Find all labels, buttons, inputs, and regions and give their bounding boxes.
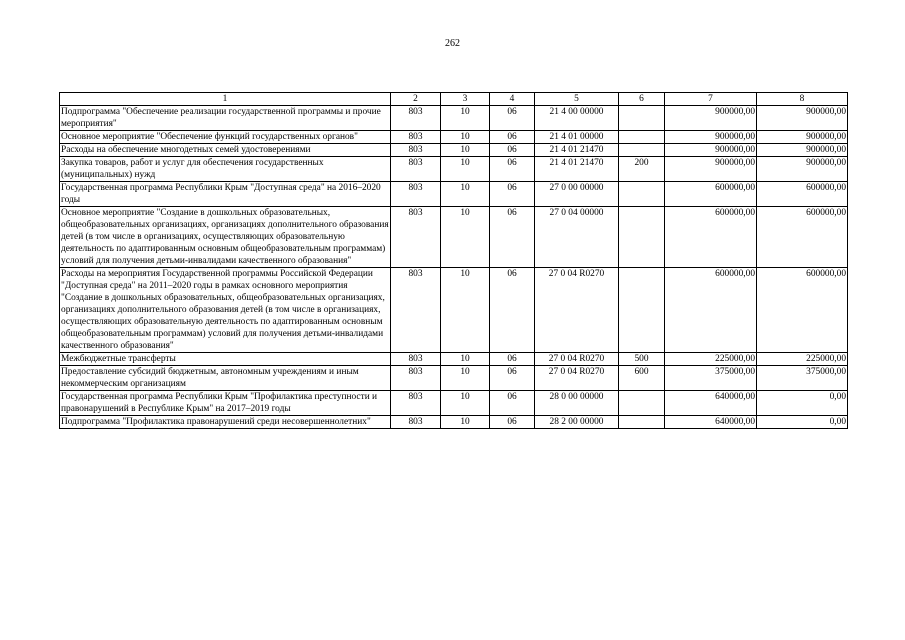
- expense-type-code: [619, 207, 665, 268]
- target-article-code: 27 0 00 00000: [535, 182, 619, 207]
- amount-col8: 900000,00: [757, 106, 848, 131]
- target-article-code: 27 0 04 R0270: [535, 268, 619, 353]
- expense-type-code: [619, 182, 665, 207]
- target-article-code: 28 2 00 00000: [535, 416, 619, 429]
- amount-col8: 375000,00: [757, 366, 848, 391]
- amount-col8: 600000,00: [757, 182, 848, 207]
- table-row: [60, 131, 848, 144]
- amount-col8: 600000,00: [757, 268, 848, 353]
- table-row: [60, 353, 848, 366]
- expense-type-code: [619, 106, 665, 131]
- table-row: [60, 144, 848, 157]
- target-article-code: 21 4 01 00000: [535, 131, 619, 144]
- amount-col7: 900000,00: [665, 106, 757, 131]
- section-code: 10: [441, 207, 490, 268]
- amount-col7: 900000,00: [665, 144, 757, 157]
- expense-name: Закупка товаров, работ и услуг для обеспечения государственных (муниципальных) нужд: [60, 157, 391, 182]
- expense-name: Подпрограмма "Профилактика правонарушений среди несовершеннолетних": [60, 416, 391, 429]
- amount-col8: 0,00: [757, 416, 848, 429]
- table-row: [60, 268, 848, 353]
- expense-name: Основное мероприятие "Создание в дошкольных образовательных, общеобразовательных организациях, организациях дополнительного образования детей (в том числе в организациях, осуществляющих образовательную деятельность по адаптированным основным общеобразовательным программам) условий для получения детьми-инвалидами качественного образования": [61, 208, 389, 266]
- expense-name: Подпрограмма "Обеспечение реализации государственной программы и прочие мероприятия": [60, 106, 391, 131]
- department-code: 803: [391, 353, 441, 366]
- section-code: 10: [441, 416, 490, 429]
- department-code: 803: [391, 131, 441, 144]
- expense-name: Государственная программа Республики Крым "Профилактика преступности и правонарушений в Республике Крым" на 2017–2019 годы: [60, 391, 391, 416]
- target-article-code: 27 0 04 R0270: [535, 366, 619, 391]
- amount-col8: 900000,00: [757, 157, 848, 182]
- column-header: 4: [490, 93, 535, 106]
- expense-type-code: [619, 144, 665, 157]
- department-code: 803: [391, 366, 441, 391]
- amount-col7: 600000,00: [665, 207, 757, 268]
- section-code: 10: [441, 366, 490, 391]
- amount-col8: 0,00: [757, 391, 848, 416]
- expense-name: Предоставление субсидий бюджетным, автономным учреждениям и иным некоммерческим организациям: [60, 366, 391, 391]
- expense-type-code: 500: [619, 353, 665, 366]
- header-row: [60, 93, 848, 106]
- subsection-code: 06: [490, 106, 535, 131]
- amount-col7: 900000,00: [665, 157, 757, 182]
- amount-col8: 225000,00: [757, 353, 848, 366]
- amount-col7: 375000,00: [665, 366, 757, 391]
- target-article-code: 21 4 01 21470: [535, 157, 619, 182]
- target-article-code: 27 0 04 R0270: [535, 353, 619, 366]
- table-row: [60, 416, 848, 429]
- subsection-code: 06: [490, 416, 535, 429]
- subsection-code: 06: [490, 144, 535, 157]
- table-row: [60, 106, 848, 131]
- expense-type-code: 600: [619, 366, 665, 391]
- subsection-code: 06: [490, 182, 535, 207]
- section-code: 10: [441, 157, 490, 182]
- amount-col7: 600000,00: [665, 268, 757, 353]
- column-header: 6: [619, 93, 665, 106]
- column-header: 5: [535, 93, 619, 106]
- department-code: 803: [391, 157, 441, 182]
- expense-type-code: [619, 268, 665, 353]
- expense-type-code: [619, 416, 665, 429]
- expense-name: Расходы на обеспечение многодетных семей удостоверениями: [60, 144, 391, 157]
- subsection-code: 06: [490, 268, 535, 353]
- target-article-code: 27 0 04 00000: [535, 207, 619, 268]
- expense-type-code: [619, 131, 665, 144]
- subsection-code: 06: [490, 207, 535, 268]
- amount-col7: 640000,00: [665, 391, 757, 416]
- expense-name: Расходы на мероприятия Государственной программы Российской Федерации "Доступная среда" на 2011–2020 годы в рамках основного мероприятия "Создание в дошкольных образовательных, общеобразовательных организациях, организациях дополнительного образования детей (в том числе в организациях, осуществляющих образовательную деятельность по адаптированным основным общеобразовательным программам) условий для получения детьми-инвалидами качественного образования": [60, 268, 391, 353]
- section-code: 10: [441, 144, 490, 157]
- section-code: 10: [441, 268, 490, 353]
- amount-col8: 900000,00: [757, 131, 848, 144]
- table-row: [60, 157, 848, 182]
- page-number: 262: [445, 38, 460, 49]
- section-code: 10: [441, 353, 490, 366]
- subsection-code: 06: [490, 366, 535, 391]
- subsection-code: 06: [490, 353, 535, 366]
- expense-type-code: [619, 391, 665, 416]
- column-header: 2: [391, 93, 441, 106]
- target-article-code: 21 4 00 00000: [535, 106, 619, 131]
- subsection-code: 06: [490, 391, 535, 416]
- budget-table: [59, 92, 848, 429]
- table-row: [60, 207, 848, 268]
- department-code: 803: [391, 144, 441, 157]
- department-code: 803: [391, 391, 441, 416]
- amount-col7: 225000,00: [665, 353, 757, 366]
- department-code: 803: [391, 416, 441, 429]
- amount-col7: 640000,00: [665, 416, 757, 429]
- section-code: 10: [441, 131, 490, 144]
- expense-name: Основное мероприятие "Обеспечение функций государственных органов": [60, 131, 391, 144]
- expense-type-code: 200: [619, 157, 665, 182]
- department-code: 803: [391, 182, 441, 207]
- column-header: 7: [665, 93, 757, 106]
- department-code: 803: [391, 207, 441, 268]
- table-row: [60, 391, 848, 416]
- table-row: [60, 366, 848, 391]
- expense-name: Межбюджетные трансферты: [60, 353, 391, 366]
- amount-col7: 600000,00: [665, 182, 757, 207]
- amount-col8: 600000,00: [757, 207, 848, 268]
- amount-col8: 900000,00: [757, 144, 848, 157]
- section-code: 10: [441, 182, 490, 207]
- column-header: 3: [441, 93, 490, 106]
- section-code: 10: [441, 106, 490, 131]
- target-article-code: 28 0 00 00000: [535, 391, 619, 416]
- department-code: 803: [391, 268, 441, 353]
- column-header: 1: [60, 93, 391, 106]
- target-article-code: 21 4 01 21470: [535, 144, 619, 157]
- section-code: 10: [441, 391, 490, 416]
- expense-name: Государственная программа Республики Крым "Доступная среда" на 2016–2020 годы: [60, 182, 391, 207]
- subsection-code: 06: [490, 157, 535, 182]
- amount-col7: 900000,00: [665, 131, 757, 144]
- table-row: [60, 182, 848, 207]
- subsection-code: 06: [490, 131, 535, 144]
- department-code: 803: [391, 106, 441, 131]
- column-header: 8: [757, 93, 848, 106]
